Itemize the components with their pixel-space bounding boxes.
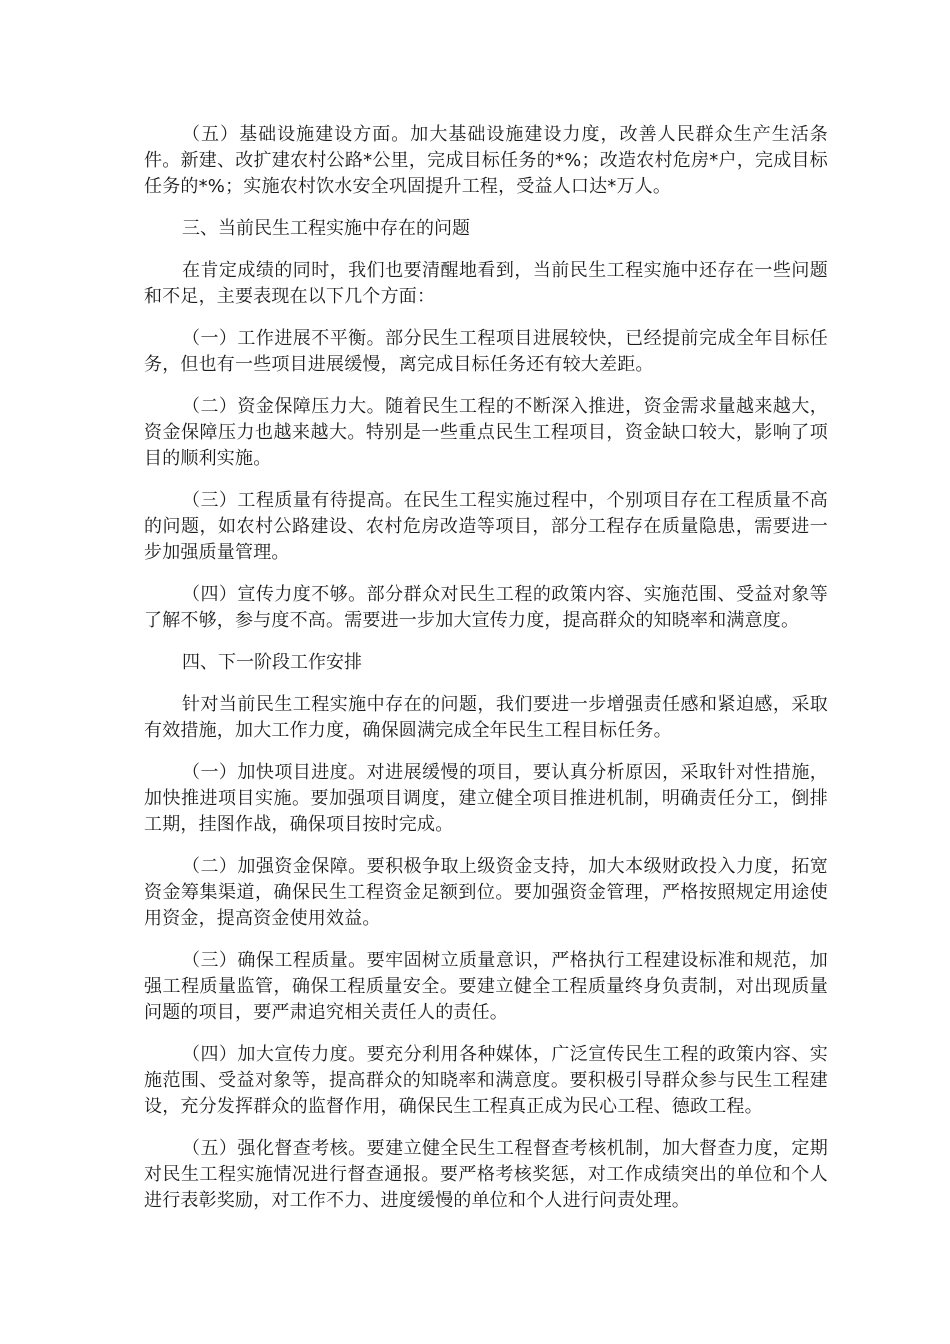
paragraph-step-2: （二）加强资金保障。要积极争取上级资金支持，加大本级财政投入力度，拓宽资金筹集渠道，确保民生工程资金足额到位。要加强资金管理，严格按照规定用途使用资金，提高资金使用效益。 [144, 856, 828, 929]
paragraph-step-4: （四）加大宣传力度。要充分利用各种媒体，广泛宣传民生工程的政策内容、实施范围、受益对象等，提高群众的知晓率和满意度。要积极引导群众参与民生工程建设，充分发挥群众的监督作用，确保民生工程真正成为民心工程、德政工程。 [144, 1044, 828, 1117]
paragraph-step-3: （三）确保工程质量。要牢固树立质量意识，严格执行工程建设标准和规范，加强工程质量监管，确保工程质量安全。要建立健全工程质量终身负责制，对出现质量问题的项目，要严肃追究相关责任人的责任。 [144, 950, 828, 1023]
section-heading-problems: 三、当前民生工程实施中存在的问题 [182, 218, 470, 239]
paragraph-infrastructure: （五）基础设施建设方面。加大基础设施建设力度，改善人民群众生产生活条件。新建、改扩建农村公路*公里，完成目标任务的*%；改造农村危房*户，完成目标任务的*%；实施农村饮水安全巩固提升工程，受益人口达*万人。 [144, 124, 828, 197]
paragraph-step-5: （五）强化督查考核。要建立健全民生工程督查考核机制，加大督查力度，定期对民生工程实施情况进行督查通报。要严格考核奖惩，对工作成绩突出的单位和个人进行表彰奖励，对工作不力、进度缓慢的单位和个人进行问责处理。 [144, 1138, 828, 1211]
document-page [144, 122, 828, 1230]
paragraph-problem-1: （一）工作进展不平衡。部分民生工程项目进展较快，已经提前完成全年目标任务，但也有一些项目进展缓慢，离完成目标任务还有较大差距。 [144, 328, 828, 375]
paragraph-problem-4: （四）宣传力度不够。部分群众对民生工程的政策内容、实施范围、受益对象等了解不够，参与度不高。需要进一步加大宣传力度，提高群众的知晓率和满意度。 [144, 584, 828, 631]
paragraph-next-steps-intro: 针对当前民生工程实施中存在的问题，我们要进一步增强责任感和紧迫感，采取有效措施，加大工作力度，确保圆满完成全年民生工程目标任务。 [144, 694, 828, 741]
paragraph-problem-2: （二）资金保障压力大。随着民生工程的不断深入推进，资金需求量越来越大，资金保障压力也越来越大。特别是一些重点民生工程项目，资金缺口较大，影响了项目的顺利实施。 [144, 396, 828, 469]
paragraph-problems-intro: 在肯定成绩的同时，我们也要清醒地看到，当前民生工程实施中还存在一些问题和不足，主要表现在以下几个方面： [144, 260, 828, 307]
paragraph-step-1: （一）加快项目进度。对进展缓慢的项目，要认真分析原因，采取针对性措施，加快推进项目实施。要加强项目调度，建立健全项目推进机制，明确责任分工，倒排工期，挂图作战，确保项目按时完成。 [144, 762, 828, 835]
paragraph-problem-3: （三）工程质量有待提高。在民生工程实施过程中，个别项目存在工程质量不高的问题，如农村公路建设、农村危房改造等项目，部分工程存在质量隐患，需要进一步加强质量管理。 [144, 490, 828, 563]
section-heading-next-steps: 四、下一阶段工作安排 [182, 652, 362, 673]
